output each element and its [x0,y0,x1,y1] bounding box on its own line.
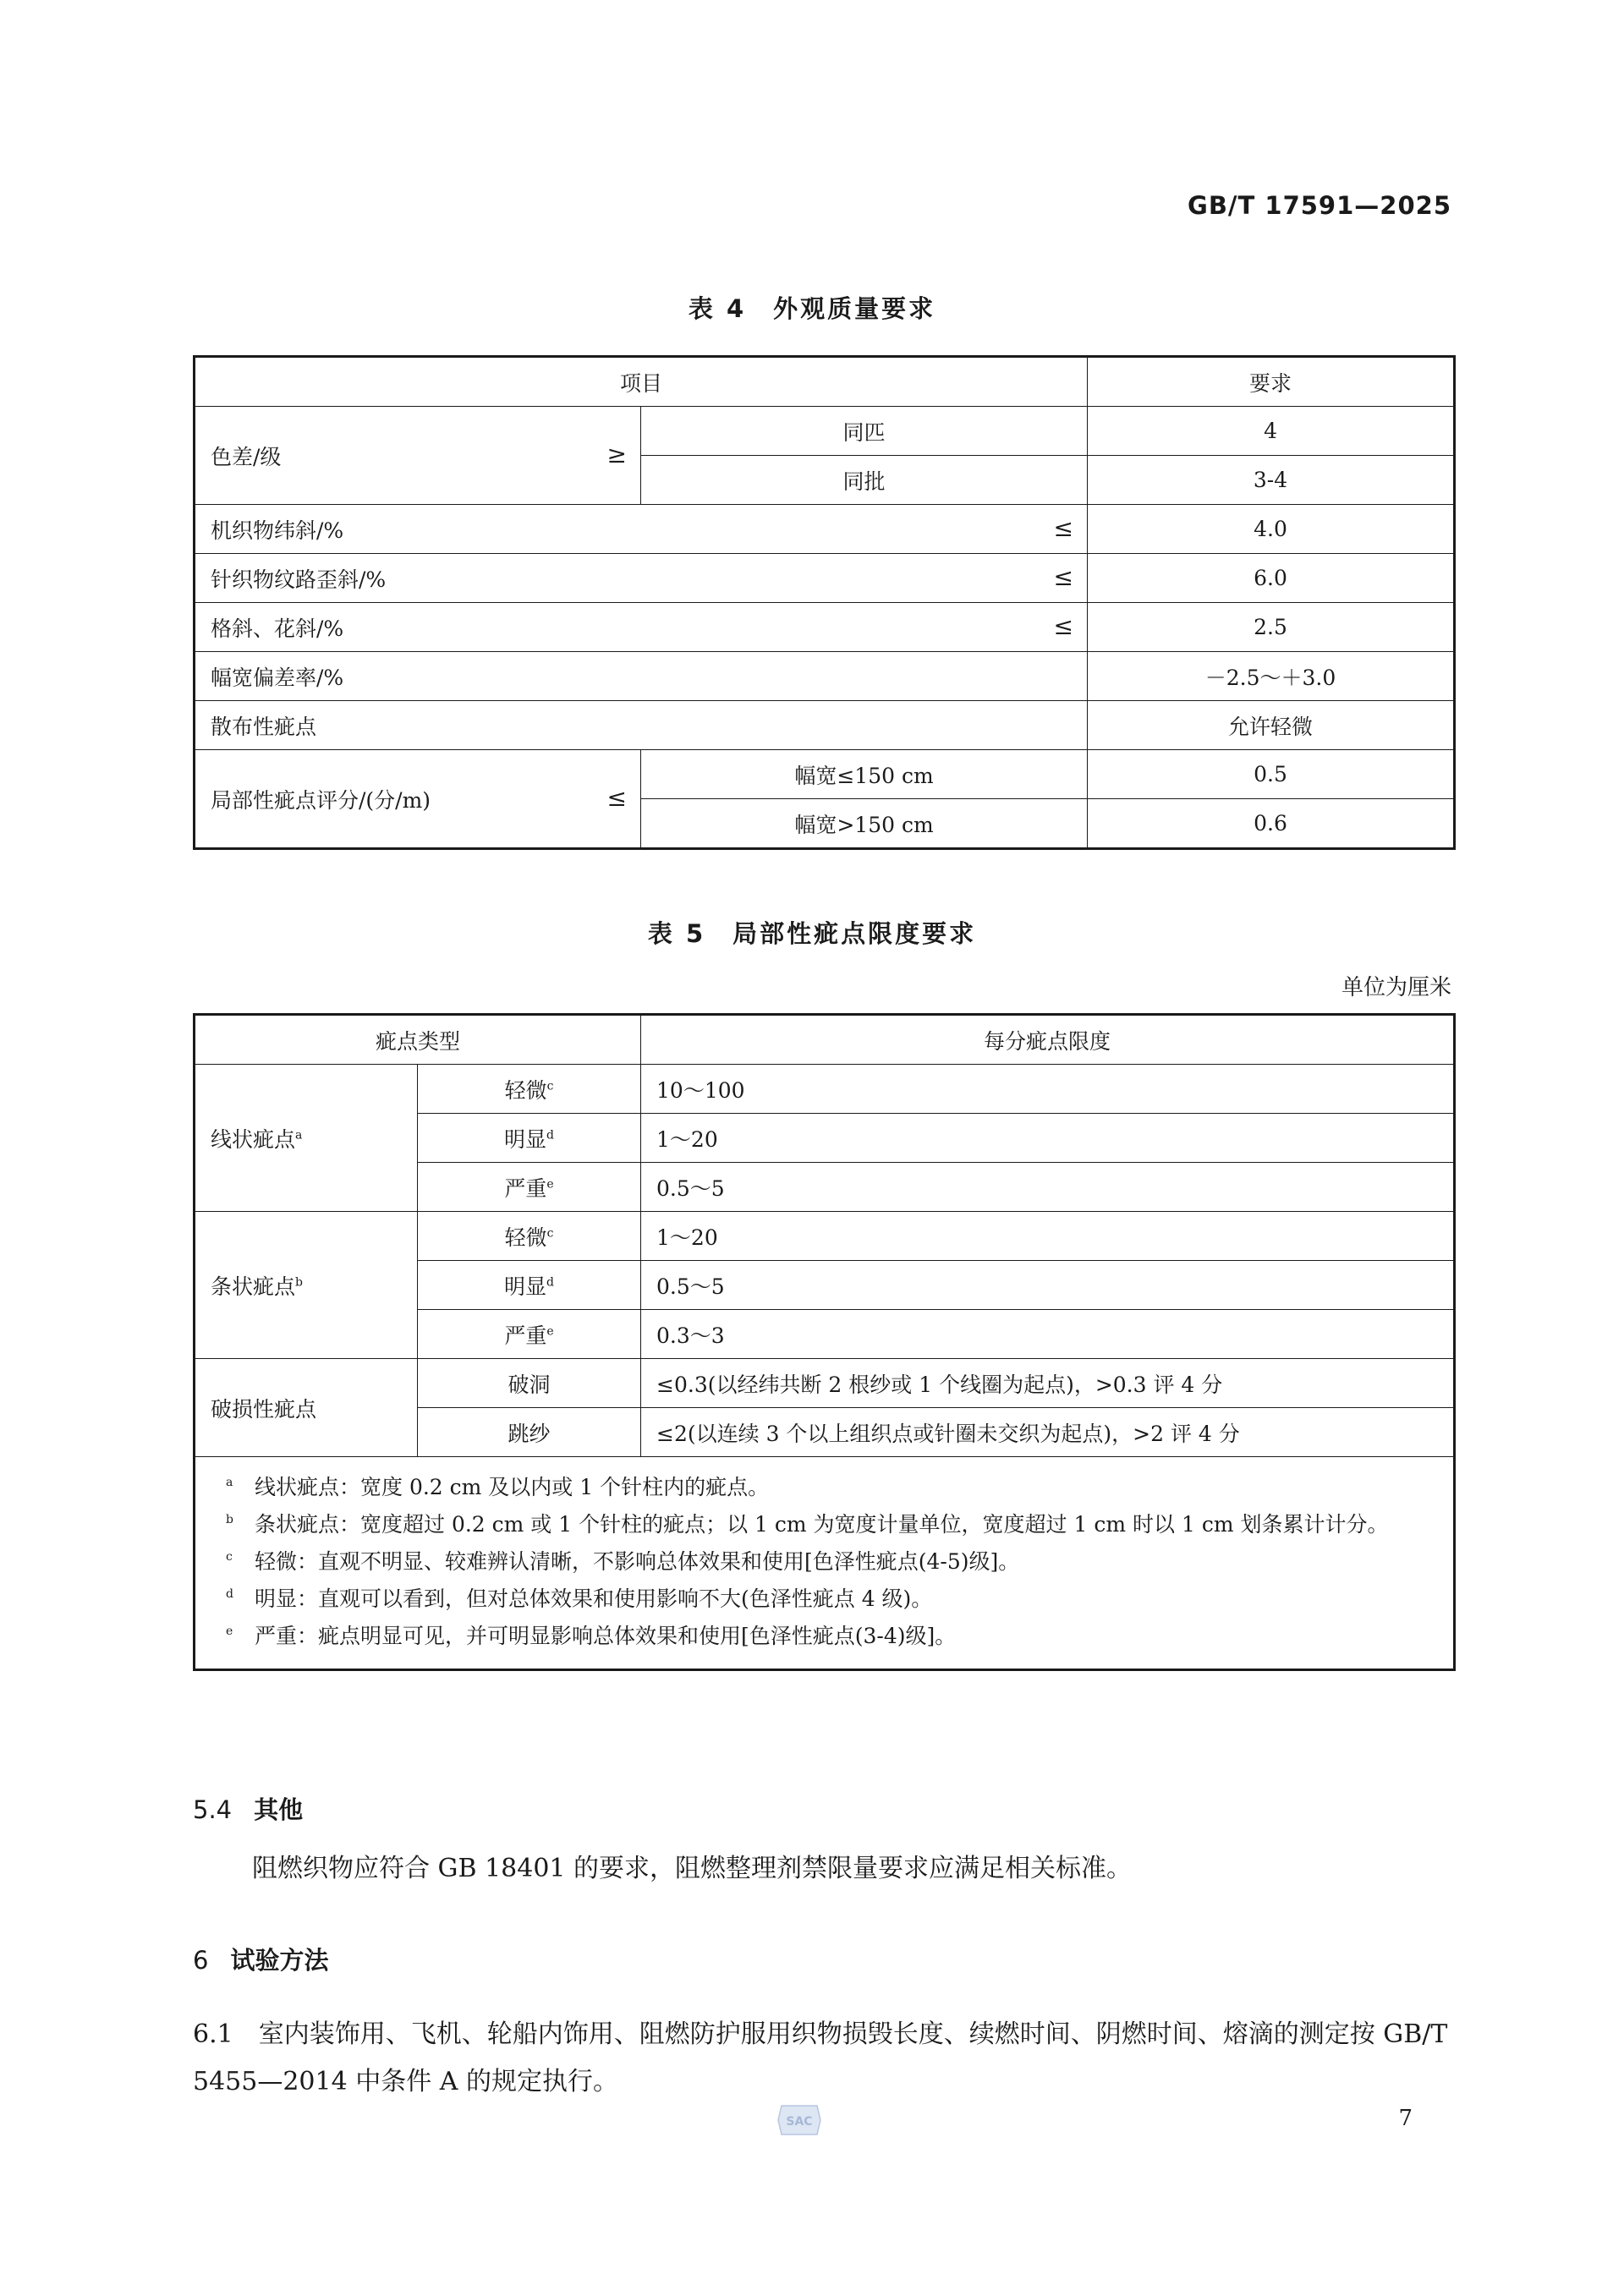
defect-limit: 0.3～3 [641,1310,1455,1359]
defect-group-name: 条状疵点$^b$ [195,1212,418,1359]
table-row [195,407,1455,456]
table5-title: 表 5 局部性疵点限度要求 [647,919,977,948]
table-note: c 轻微：直观不明显、较难辨认清晰，不影响总体效果和使用[色泽性疵点(4-5)级]。 [226,1549,1020,1574]
table5 [193,1013,1456,1671]
row-label-cell [195,603,1088,652]
row-label-cell [195,554,1088,603]
defect-limit: 10～100 [641,1065,1455,1114]
row-label: 格斜、花斜/% [211,616,344,641]
same-piece-value: 4 [1088,407,1455,456]
le-symbol: ≤ [606,783,627,812]
defect-level: 严重$^e$ [418,1163,641,1212]
section-6-heading: 6 试验方法 [193,1946,329,1975]
table5-header-row [195,1015,1455,1065]
row-value: 2.5 [1088,603,1455,652]
defect-level: 轻微$^c$ [418,1212,641,1261]
same-piece-label: 同匹 [641,407,1088,456]
row-label: 针织物纹路歪斜/% [211,567,387,592]
defect-level: 破洞 [418,1359,641,1408]
width-condition-2: 幅宽>150 cm [641,799,1088,849]
row-value: 允许轻微 [1088,701,1455,750]
table-row [195,1065,1455,1114]
row-label: 机织物纬斜/% [211,518,344,543]
table-row [195,1212,1455,1261]
table5-notes [195,1457,1455,1670]
table4-head-item: 项目 [195,357,1088,407]
section-5-4-text: 阻燃织物应符合 GB 18401 的要求，阻燃整理剂禁限量要求应满足相关标准。 [252,1854,1133,1883]
unit-note: 单位为厘米 [1341,975,1451,1000]
table-row [195,505,1455,554]
color-diff-label-cell [195,407,641,505]
table-row [195,554,1455,603]
le-symbol: ≤ [1053,611,1074,640]
table4 [193,355,1456,850]
table-row [195,1359,1455,1408]
defect-group-name: 破损性疵点 [195,1359,418,1457]
table-row [195,603,1455,652]
local-defect-label: 局部性疵点评分/(分/m) [211,787,431,813]
section-6-1-text: 6.1 室内装饰用、飞机、轮船内饰用、阻燃防护服用织物损毁长度、续燃时间、阴燃时间、熔滴的测定按 GB/T 5455—2014 中条件 A 的规定执行。 [193,2019,1448,2096]
row-label: 幅宽偏差率/% [195,652,1088,701]
table-note: e 严重：疵点明显可见，并可明显影响总体效果和使用[色泽性疵点(3-4)级]。 [226,1624,957,1648]
defect-level: 明显$^d$ [418,1114,641,1163]
table-row [195,701,1455,750]
table-note: b 条状疵点：宽度超过 0.2 cm 或 1 个针柱的疵点；以 1 cm 为宽度计量单位，宽度超过 1 cm 时以 1 cm 划条累计计分。 [226,1512,1389,1537]
table4-header-row [195,357,1455,407]
table5-head-type: 疵点类型 [195,1015,641,1065]
defect-level: 明显$^d$ [418,1261,641,1310]
color-diff-label: 色差/级 [211,444,282,469]
sac-logo-icon [776,2102,822,2138]
defect-level: 跳纱 [418,1408,641,1457]
svg-text:SAC: SAC [786,2115,813,2129]
defect-limit: 1～20 [641,1212,1455,1261]
row-label: 散布性疵点 [195,701,1088,750]
section-5-4-heading: 5.4 其他 [193,1795,304,1824]
table-note: a 线状疵点：宽度 0.2 cm 及以内或 1 个针柱内的疵点。 [226,1475,770,1499]
local-defect-label-cell [195,750,641,849]
table-note: d 明显：直观可以看到，但对总体效果和使用影响不大(色泽性疵点 4 级)。 [226,1586,933,1611]
defect-limit: ≤2(以连续 3 个以上组织点或针圈未交织为起点)，>2 评 4 分 [641,1408,1455,1457]
same-batch-label: 同批 [641,456,1088,505]
table4-head-req: 要求 [1088,357,1455,407]
ge-symbol: ≥ [606,440,627,469]
defect-level: 严重$^e$ [418,1310,641,1359]
defect-limit: 0.5～5 [641,1163,1455,1212]
table-row [195,652,1455,701]
width-value-1: 0.5 [1088,750,1455,799]
defect-limit: ≤0.3(以经纬共断 2 根纱或 1 个线圈为起点)，>0.3 评 4 分 [641,1359,1455,1408]
defect-level: 轻微$^c$ [418,1065,641,1114]
standard-code: GB/T 17591—2025 [1188,191,1451,220]
width-value-2: 0.6 [1088,799,1455,849]
row-value: 6.0 [1088,554,1455,603]
row-value: －2.5～＋3.0 [1088,652,1455,701]
le-symbol: ≤ [1053,513,1074,542]
defect-limit: 0.5～5 [641,1261,1455,1310]
row-label-cell [195,505,1088,554]
row-value: 4.0 [1088,505,1455,554]
table5-notes-row [195,1457,1455,1670]
same-batch-value: 3-4 [1088,456,1455,505]
defect-group-name: 线状疵点$^a$ [195,1065,418,1212]
width-condition-1: 幅宽≤150 cm [641,750,1088,799]
table4-title: 表 4 外观质量要求 [688,294,936,323]
table5-head-limit: 每分疵点限度 [641,1015,1455,1065]
table-row [195,750,1455,799]
le-symbol: ≤ [1053,562,1074,591]
page-number: 7 [1398,2106,1413,2131]
defect-limit: 1～20 [641,1114,1455,1163]
